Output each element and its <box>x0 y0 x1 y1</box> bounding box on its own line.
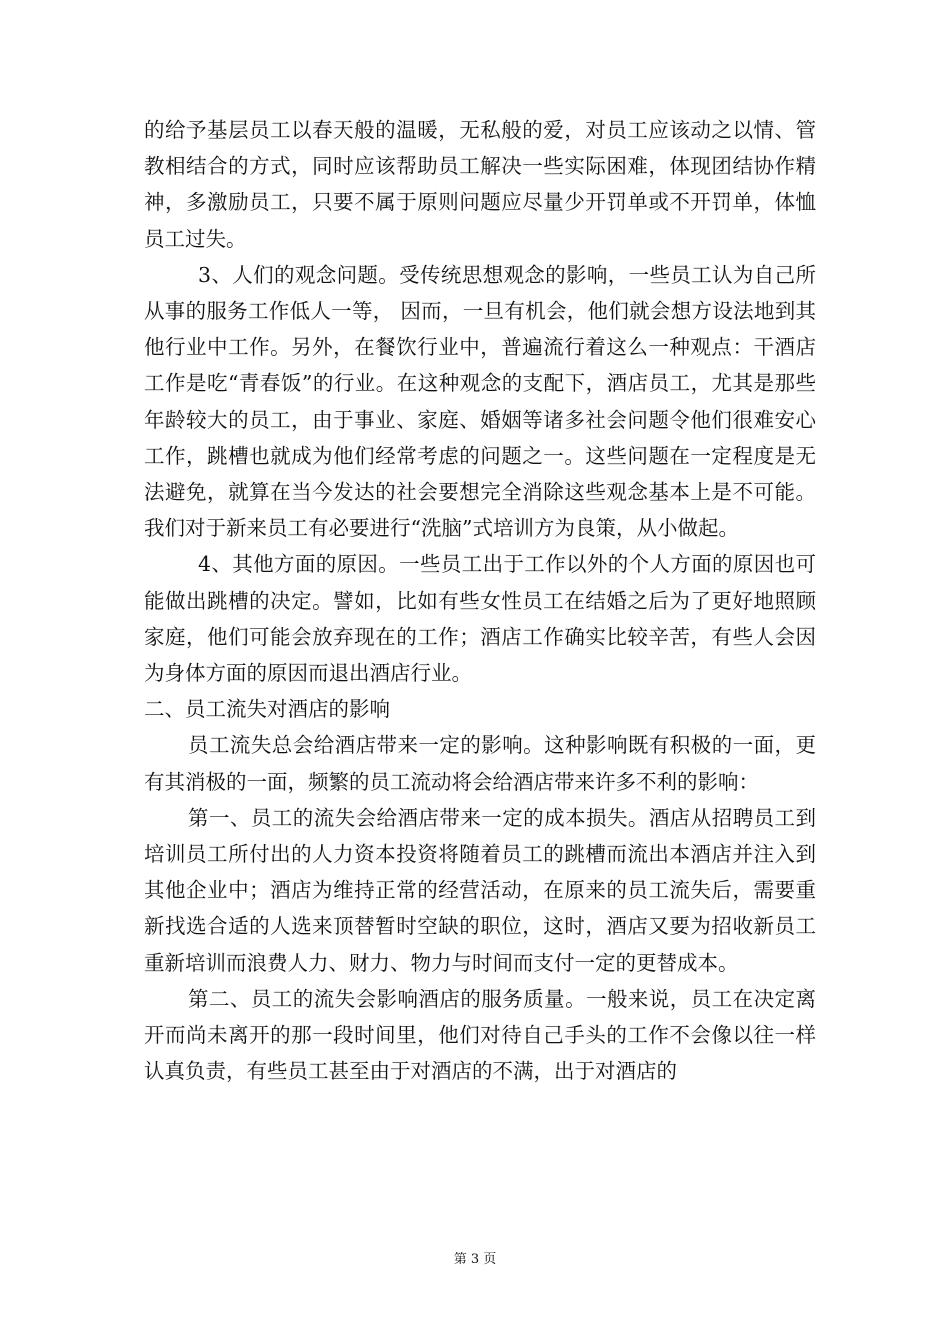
section-heading: 二、员工流失对酒店的影响 <box>144 697 390 722</box>
paragraph-second: 第二、员工的流失会影响酒店的服务质量。一般来说，员工在决定离开而尚未离开的那一段时间里，他们对待自己手头的工作不会像以往一样认真负责，有些员工甚至由于对酒店的不满，出于对酒店的 <box>144 986 816 1084</box>
paragraph-point-3: 3、人们的观念问题。受传统思想观念的影响，一些员工认为自己所从事的服务工作低人一等， 因而，一旦有机会，他们就会想方设法地到其他行业中工作。另外，在餐饮行业中，普遍流行着这么一种观点：干酒店工作是吃“青春饭”的行业。在这种观念的支配下，酒店员工，尤其是那些年龄较大的员工，由于事业、家庭、婚姻等诸多社会问题令他们很难安心工作，跳槽也就成为他们经常考虑的问题之一。这些问题在一定程度是无法避免，就算在当今发达的社会要想完全消除这些观念基本上是不可能。我们对于新来员工有必要进行“洗脑”式培训方为良策，从小做起。 <box>144 262 816 541</box>
page-number: 第 3 页 <box>453 1252 497 1267</box>
paragraph-first: 第一、员工的流失会给酒店带来一定的成本损失。酒店从招聘员工到培训员工所付出的人力资本投资将随着员工的跳槽而流出本酒店并注入到其他企业中；酒店为维持正常的经营活动，在原来的员工流失后，需要重新找选合适的人选来顶替暂时空缺的职位，这时，酒店又要为招收新员工重新培训而浪费人力、财力、物力与时间而支付一定的更替成本。 <box>144 805 816 975</box>
document-body <box>144 112 816 1089</box>
paragraph-continuation: 的给予基层员工以春天般的温暖，无私般的爱，对员工应该动之以情、管教相结合的方式，同时应该帮助员工解决一些实际困难，体现团结协作精神，多激励员工，只要不属于原则问题应尽量少开罚单或不开罚单，体恤员工过失。 <box>144 118 816 251</box>
paragraph-intro: 员工流失总会给酒店带来一定的影响。这种影响既有积极的一面，更有其消极的一面，频繁的员工流动将会给酒店带来许多不利的影响： <box>144 733 816 794</box>
paragraph-point-4: 4、其他方面的原因。一些员工出于工作以外的个人方面的原因也可能做出跳槽的决定。譬如，比如有些女性员工在结婚之后为了更好地照顾家庭，他们可能会放弃现在的工作；酒店工作确实比较辛苦，有些人会因为身体方面的原因而退出酒店行业。 <box>144 552 816 686</box>
